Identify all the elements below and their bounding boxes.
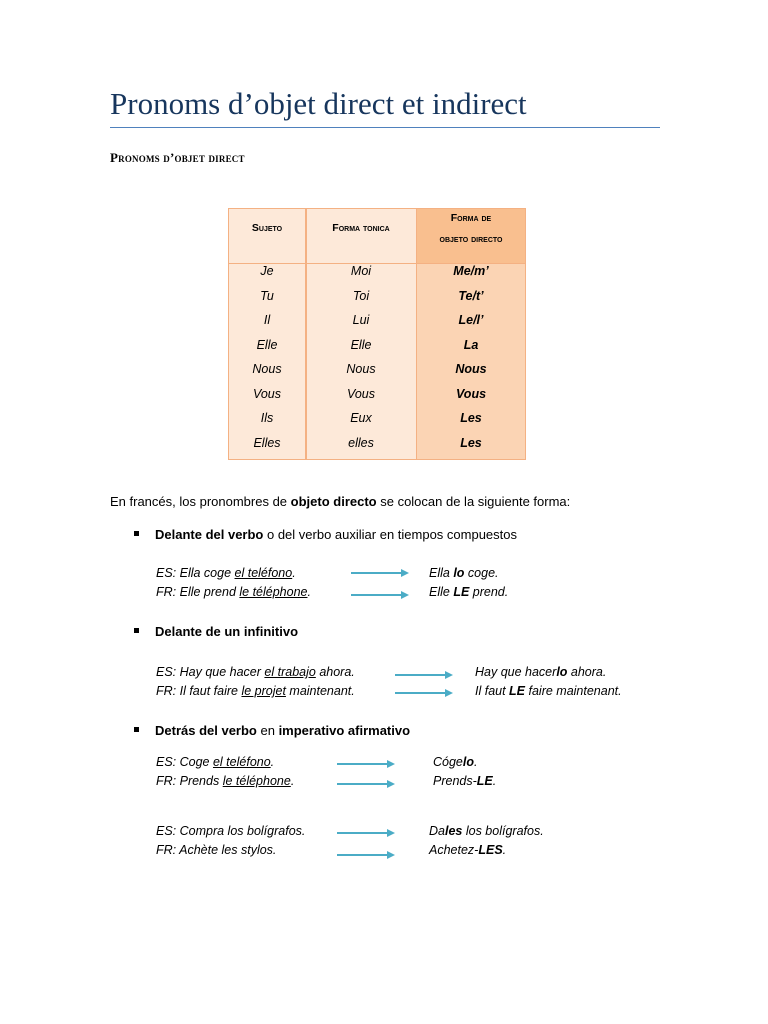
cell-objeto-directo: Le/l’ xyxy=(458,313,484,327)
header-sujeto: Sujeto xyxy=(251,222,283,234)
bullet-square-icon xyxy=(134,727,139,732)
bullet-square-icon xyxy=(134,531,139,536)
arrow-icon xyxy=(337,828,395,838)
example-2-fr: FR: Il faut faire le projet maintenant. xyxy=(156,684,355,698)
cell-sujeto: Ils xyxy=(260,411,274,425)
header-forma-de: Forma de xyxy=(450,212,492,224)
cell-objeto-directo: Te/t’ xyxy=(458,288,484,303)
cell-forma-tonica: Nous xyxy=(346,362,376,376)
cell-sujeto: Elles xyxy=(253,435,281,450)
cell-sujeto: Je xyxy=(260,264,274,278)
rule-1-rest: o del verbo auxiliar en tiempos compuestos xyxy=(263,527,518,542)
cell-objeto-directo: Nous xyxy=(455,362,487,376)
example-4-es-result: Dales los bolígrafos. xyxy=(429,824,544,838)
example-3-fr-result: Prends-LE. xyxy=(433,774,497,788)
cell-objeto-directo: La xyxy=(463,337,479,352)
rule-3-mid: en xyxy=(256,723,279,738)
cell-objeto-directo: Me/m’ xyxy=(453,264,489,278)
document-title: Pronoms d’objet direct et indirect xyxy=(110,86,527,121)
section-heading-text: Pronoms d’objet direct xyxy=(110,150,245,165)
bullet-rule-2 xyxy=(134,624,298,639)
arrow-icon xyxy=(395,688,453,698)
arrow-icon xyxy=(337,850,395,860)
cell-forma-tonica: Elle xyxy=(350,337,372,352)
cell-objeto-directo: Vous xyxy=(455,386,487,401)
arrow-icon xyxy=(395,670,453,680)
bullet-rule-1 xyxy=(134,527,517,542)
arrow-icon xyxy=(351,568,409,578)
cell-forma-tonica: Toi xyxy=(352,288,370,303)
example-1-es-result: Ella lo coge. xyxy=(429,566,499,580)
intro-text: En francés, los pronombres de xyxy=(110,494,291,509)
intro-text-end: se colocan de la siguiente forma: xyxy=(376,494,571,509)
cell-sujeto: Nous xyxy=(252,362,282,376)
arrow-icon xyxy=(337,759,395,769)
arrow-icon xyxy=(351,590,409,600)
section-heading xyxy=(110,150,245,166)
header-forma-tonica: Forma tonica xyxy=(332,222,390,234)
arrow-icon xyxy=(337,779,395,789)
rule-2-bold: Delante de un infinitivo xyxy=(155,624,299,639)
cell-forma-tonica: Vous xyxy=(346,386,376,401)
rule-1-bold: Delante del verbo xyxy=(155,527,264,542)
title-underline xyxy=(110,127,660,128)
rule-3-bold-2: imperativo afirmativo xyxy=(278,723,411,738)
example-1-fr: FR: Elle prend le téléphone. xyxy=(156,585,311,599)
example-2-es: ES: Hay que hacer el trabajo ahora. xyxy=(156,665,355,679)
example-3-fr: FR: Prends le téléphone. xyxy=(156,774,295,788)
pronoun-table xyxy=(228,208,526,460)
cell-sujeto: Elle xyxy=(256,337,278,352)
example-1-fr-result: Elle LE prend. xyxy=(429,585,509,599)
cell-sujeto: Il xyxy=(263,313,271,327)
header-objeto-directo: objeto directo xyxy=(439,233,503,245)
example-3-es-result: Cógelo. xyxy=(433,755,478,769)
example-4-es: ES: Compra los bolígrafos. xyxy=(156,824,306,838)
cell-sujeto: Tu xyxy=(260,288,274,303)
intro-paragraph xyxy=(110,494,570,509)
cell-forma-tonica: elles xyxy=(348,435,374,450)
cell-objeto-directo: Les xyxy=(460,411,482,425)
cell-objeto-directo: Les xyxy=(460,435,482,450)
example-4-fr: FR: Achète les stylos. xyxy=(156,843,277,857)
example-3-es: ES: Coge el teléfono. xyxy=(156,755,275,769)
rule-3-bold: Detrás del verbo xyxy=(155,723,257,738)
cell-forma-tonica: Moi xyxy=(350,264,372,278)
cell-forma-tonica: Eux xyxy=(350,411,372,425)
example-1-es: ES: Ella coge el teléfono. xyxy=(156,566,296,580)
cell-sujeto: Vous xyxy=(252,386,282,401)
example-2-fr-result: Il faut LE faire maintenant. xyxy=(475,684,622,698)
intro-bold: objeto directo xyxy=(290,494,377,509)
bullet-square-icon xyxy=(134,628,139,633)
cell-forma-tonica: Lui xyxy=(352,313,370,327)
bullet-rule-3 xyxy=(134,723,410,738)
example-2-es-result: Hay que hacerlo ahora. xyxy=(475,665,607,679)
example-4-fr-result: Achetez-LES. xyxy=(429,843,507,857)
